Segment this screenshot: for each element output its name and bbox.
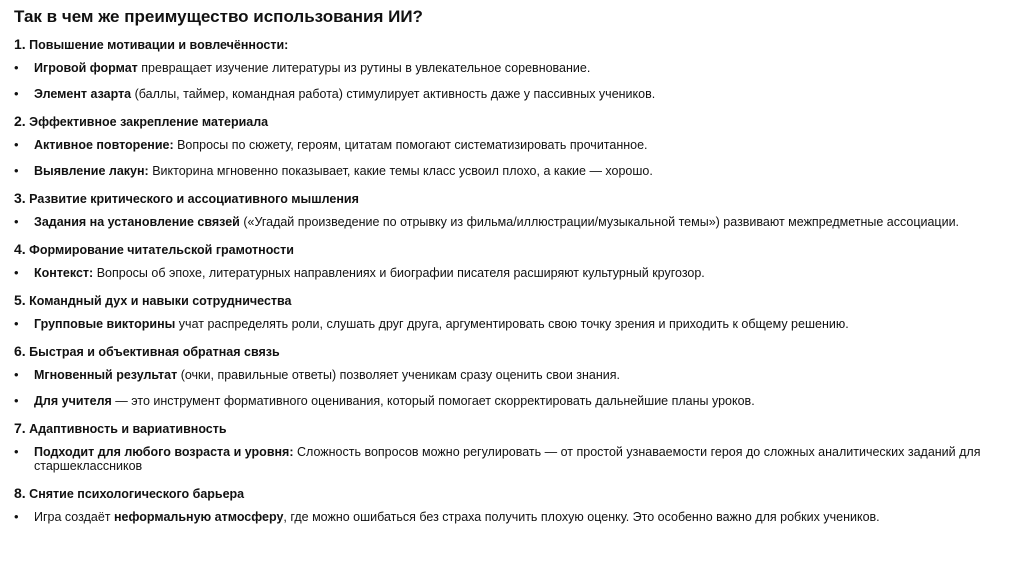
list-item xyxy=(14,164,1000,178)
section-title: Эффективное закрепление материала xyxy=(29,115,269,129)
section-number: 3. xyxy=(14,190,26,206)
section-title: Развитие критического и ассоциативного мышления xyxy=(29,192,359,206)
item-text: — это инструмент формативного оценивания, который помогает скорректировать дальнейшие планы уроков. xyxy=(111,394,755,408)
bullet-list xyxy=(14,317,1000,331)
section-heading xyxy=(14,420,1000,437)
bullet-list xyxy=(14,266,1000,280)
item-bold: Мгновенный результат xyxy=(34,368,178,382)
item-text: (очки, правильные ответы) позволяет ученикам сразу оценить свои знания. xyxy=(177,368,621,382)
item-bold: Выявление лакун: xyxy=(34,164,149,178)
section-title: Командный дух и навыки сотрудничества xyxy=(29,294,292,308)
item-bold: Игровой формат xyxy=(34,61,138,75)
item-text: («Угадай произведение по отрывку из фильма/иллюстрации/музыкальной темы») развивают межпредметные ассоциации. xyxy=(239,215,960,229)
list-item xyxy=(14,266,1000,280)
section-heading xyxy=(14,190,1000,207)
bullet-list xyxy=(14,138,1000,178)
list-item xyxy=(14,87,1000,101)
list-item xyxy=(14,445,1000,473)
list-item xyxy=(14,394,1000,408)
item-bold: Элемент азарта xyxy=(34,87,132,101)
list-item xyxy=(14,368,1000,382)
bullet-list xyxy=(14,368,1000,408)
item-text: Викторина мгновенно показывает, какие темы класс усвоил плохо, а какие — хорошо. xyxy=(148,164,653,178)
section-title: Снятие психологического барьера xyxy=(29,487,245,501)
item-bold: Подходит для любого возраста и уровня: xyxy=(34,445,294,459)
section-heading xyxy=(14,292,1000,309)
section-number: 7. xyxy=(14,420,26,436)
section-number: 8. xyxy=(14,485,26,501)
list-item xyxy=(14,510,1000,524)
section-number: 2. xyxy=(14,113,26,129)
item-text: превращает изучение литературы из рутины в увлекательное соревнование. xyxy=(137,61,591,75)
item-bold: Активное повторение: xyxy=(34,138,174,152)
section-number: 5. xyxy=(14,292,26,308)
bullet-list xyxy=(14,510,1000,524)
section-heading xyxy=(14,241,1000,258)
section-heading xyxy=(14,485,1000,502)
section-number: 1. xyxy=(14,36,26,52)
bullet-list xyxy=(14,445,1000,473)
item-bold: Для учителя xyxy=(34,394,112,408)
list-item xyxy=(14,215,1000,229)
item-text: Вопросы об эпохе, литературных направлениях и биографии писателя расширяют культурный кругозор. xyxy=(93,266,705,280)
section-heading xyxy=(14,36,1000,53)
bullet-list xyxy=(14,215,1000,229)
section-title: Быстрая и объективная обратная связь xyxy=(29,345,280,359)
item-text: (баллы, таймер, командная работа) стимулирует активность даже у пассивных учеников. xyxy=(131,87,656,101)
item-bold: Групповые викторины xyxy=(34,317,176,331)
item-text: учат распределять роли, слушать друг друга, аргументировать свою точку зрения и приходить к общему решению. xyxy=(175,317,849,331)
item-bold: Задания на установление связей xyxy=(34,215,240,229)
list-item xyxy=(14,317,1000,331)
slide-title: Так в чем же преимущество использования ИИ? xyxy=(14,7,423,26)
list-item xyxy=(14,138,1000,152)
item-text: Сложность вопросов можно регулировать — от простой узнаваемости героя до сложных аналитических заданий для старшеклассников xyxy=(34,445,981,473)
section-heading xyxy=(14,113,1000,130)
item-bold: Контекст: xyxy=(34,266,94,280)
section-heading xyxy=(14,343,1000,360)
section-number: 4. xyxy=(14,241,26,257)
section-title: Повышение мотивации и вовлечённости: xyxy=(29,38,289,52)
section-title: Формирование читательской грамотности xyxy=(29,243,294,257)
item-text: Вопросы по сюжету, героям, цитатам помогают систематизировать прочитанное. xyxy=(173,138,648,152)
bullet-list xyxy=(14,61,1000,101)
item-lead: Игра создаёт xyxy=(34,510,114,524)
list-item xyxy=(14,61,1000,75)
item-bold: неформальную атмосферу xyxy=(113,510,284,524)
section-number: 6. xyxy=(14,343,26,359)
section-title: Адаптивность и вариативность xyxy=(29,422,227,436)
item-text: , где можно ошибаться без страха получить плохую оценку. Это особенно важно для робких учеников. xyxy=(283,510,880,524)
